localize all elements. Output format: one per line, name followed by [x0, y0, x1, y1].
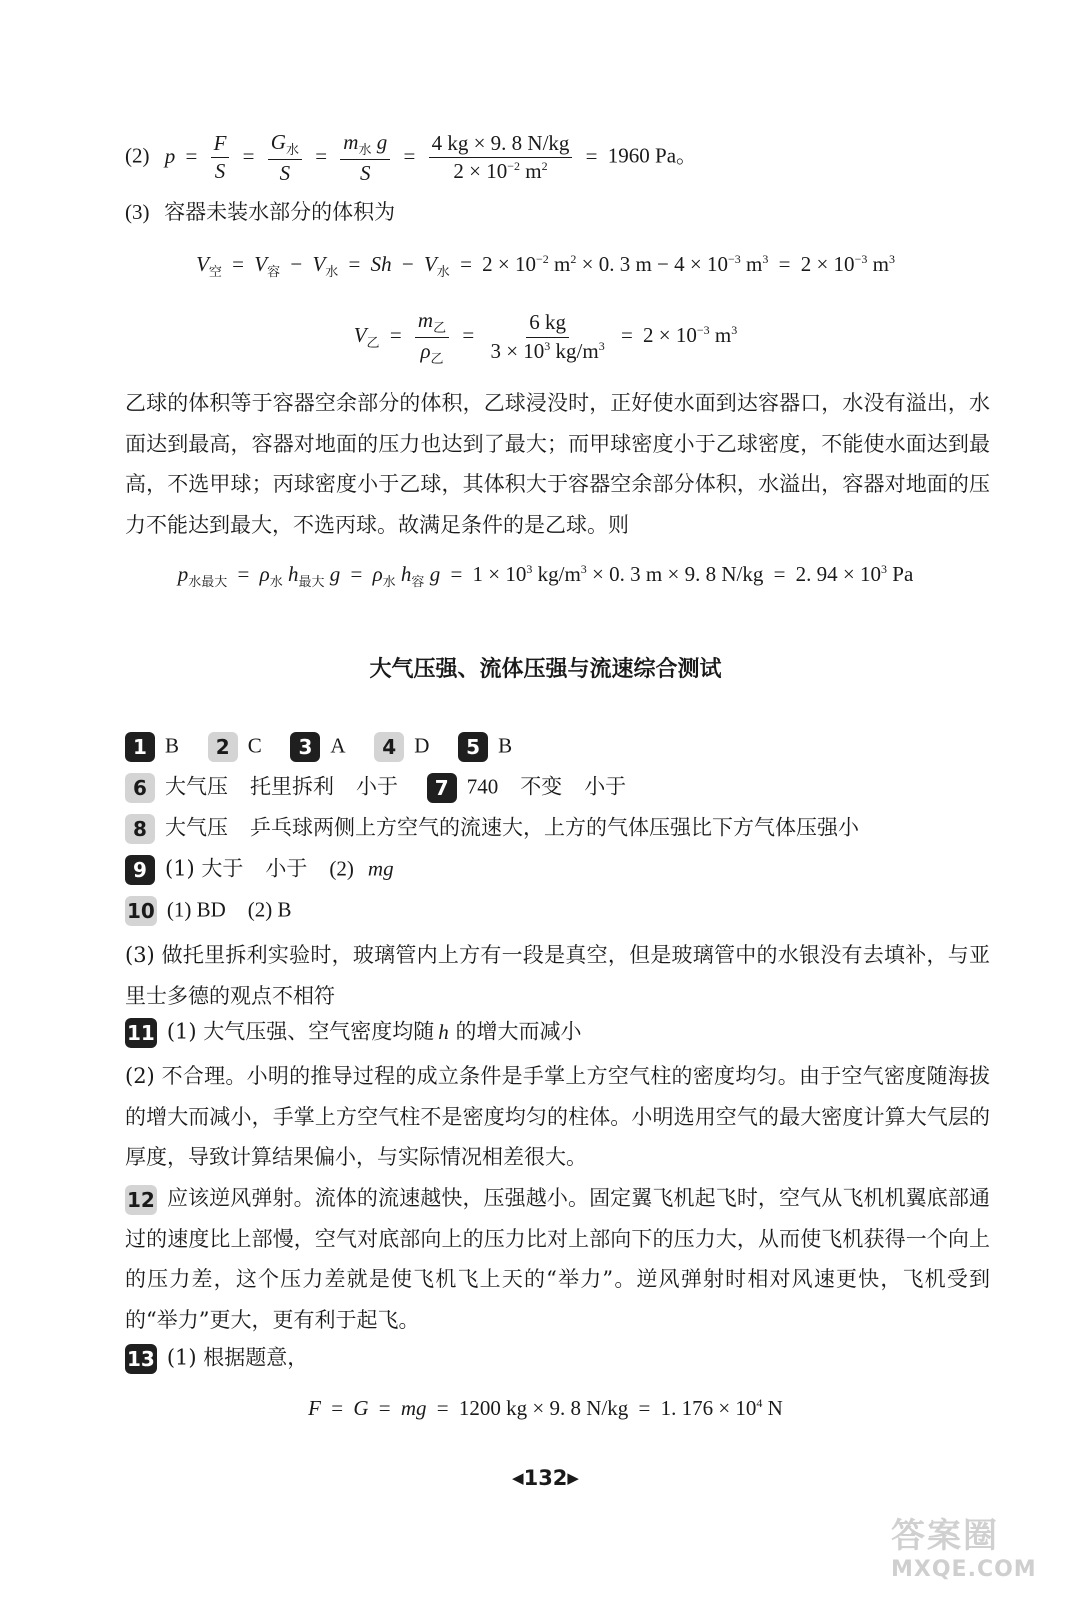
question-number-badge: 13 [125, 1344, 157, 1374]
question-number-badge: 7 [427, 773, 457, 803]
page-number: ◀132▶ [512, 1466, 579, 1490]
watermark-text: 答案圈 [891, 1516, 999, 1556]
question-number-badge: 10 [125, 896, 157, 926]
explanation-paragraph: 乙球的体积等于容器空余部分的体积，乙球浸没时，正好使水面到达容器口，水没有溢出，水面达到最高，容器对地面的压力也达到了最大；而甲球密度小于乙球密度，不能使水面达到最高，不选甲球；丙球密度小于乙球，其体积大于容器空余部分体积，水溢出，容器对地面的压力不能达到最大，不选丙球。故满足条件的是乙球。则 [125, 391, 990, 537]
answer-row-12: 12 应该逆风弹射。流体的流速越快，压强越小。固定翼飞机起飞时，空气从飞机机翼底部通过的速度比上部慢，空气对底部向上的压力比对上部向下的压力大，从而使飞机获得一个向上的压力差，这个压力差就是使飞机飞上天的“举力”。逆风弹射时相对风速更快，飞机受到的“举力”更大，更有利于起飞。 [125, 1186, 990, 1332]
section-title: 大气压强、流体压强与流速综合测试 [369, 657, 722, 682]
answer-row-8: 8 大气压 乒乓球两侧上方空气的流速大，上方的气体压强比下方气体压强小 [125, 814, 859, 844]
question-number-badge: 12 [125, 1185, 157, 1215]
v-yi-formula: $V_乙$ = $\frac{m_乙}{\rho_乙}$ = $\frac{6 kg}{3 \times 10^3 kg/m^3}$ = $2 \times 10^{-3}$ $m^3$ [353, 308, 738, 366]
fraction-f-s: $\frac{F}{S}$ [211, 131, 230, 184]
answers-row-6-7: 6 大气压 托里拆利 小于 7 740 不变 小于 [125, 773, 626, 803]
question-number-badge: 9 [125, 855, 155, 885]
question-number-badge: 5 [458, 732, 488, 762]
force-formula: F = G = mg = 1200 kg × 9. 8 N/kg = 1. $176 \times 10^4$ N [308, 1396, 783, 1420]
q2-formula-line: (2) p = $\frac{F}{S}$ = $\frac{G_水}{S}$ = $\frac{m_水 g}{S}$ = $\frac{4 kg \times 9. 8 N/kg}{2 \times 10^{-2} m^2}$ = 1960 Pa。 [125, 130, 698, 185]
left-arrow-icon: ◀ [512, 1469, 524, 1487]
answer-row-13: 13 (1) 根据题意， [125, 1344, 308, 1374]
right-arrow-icon: ▶ [567, 1469, 579, 1487]
answer-11-part2: (2) 不合理。小明的推导过程的成立条件是手掌上方空气柱的密度均匀。由于空气密度随海拔的增大而减小，手掌上方空气柱不是密度均匀的柱体。小明选用空气的最大密度计算大气层的厚度，导致计算结果偏小，与实际情况相差很大。 [125, 1064, 990, 1169]
q3-intro: (3) 容器未装水部分的体积为 [125, 200, 396, 224]
question-number-badge: 6 [125, 773, 155, 803]
question-number-badge: 8 [125, 814, 155, 844]
question-number-badge: 3 [290, 732, 320, 762]
v-empty-formula: $V_空 = V_容 - V_水 = Sh - V_水 = 2 \times 10^{-2}$ $m^2 \times 0$. 3 $m - 4 \times 10^{-3}$ $m^3 = 2 \times 10^{-3}$ $m^3$ [196, 252, 895, 279]
question-number-badge: 2 [208, 732, 238, 762]
p-max-formula: $p_{水最大} = \rho_水$ $h_{最大}$ $g = \rho_水$ $h_容$ $g = 1 \times 10^3$ $kg/m^3 \times 0$. 3 m × 9. 8 N/kg = 2. $94 \times 10^3$ Pa [177, 562, 914, 589]
fraction-numeric: $\frac{4 kg \times 9. 8 N/kg}{2 \times 10^{-2} m^2}$ [429, 131, 573, 184]
answer-value: B [498, 733, 513, 758]
formula-p: p [164, 143, 176, 168]
watermark-url: MXQE.COM [891, 1557, 1037, 1582]
answer-value: A [330, 733, 346, 758]
answer-value: C [247, 733, 262, 758]
answer-value: B [165, 733, 180, 758]
fraction-g-s: $\frac{G_水}{S}$ [268, 130, 302, 186]
answer-row-9: 9 (1) 大于 小于 (2) mg [125, 855, 394, 885]
q2-label: (2) [125, 143, 150, 168]
question-number-badge: 1 [125, 732, 155, 762]
question-number-badge: 11 [125, 1018, 157, 1048]
fraction-mg-s: $\frac{m_水 g}{S}$ [340, 130, 390, 186]
answer-10-part3: (3) 做托里拆利实验时，玻璃管内上方有一段是真空，但是玻璃管中的水银没有去填补，与亚里士多德的观点不相符 [125, 943, 990, 1008]
answer-value: D [414, 733, 430, 758]
answer-row-11: 11 (1) 大气压强、空气密度均随 h 的增大而减小 [125, 1018, 581, 1048]
answer-row-10: 10 (1) BD (2) B [125, 896, 292, 926]
answers-row-1-5 [125, 732, 512, 762]
question-number-badge: 4 [374, 732, 404, 762]
watermark-logo [891, 1508, 1081, 1598]
q2-result: 1960 Pa。 [607, 143, 698, 168]
